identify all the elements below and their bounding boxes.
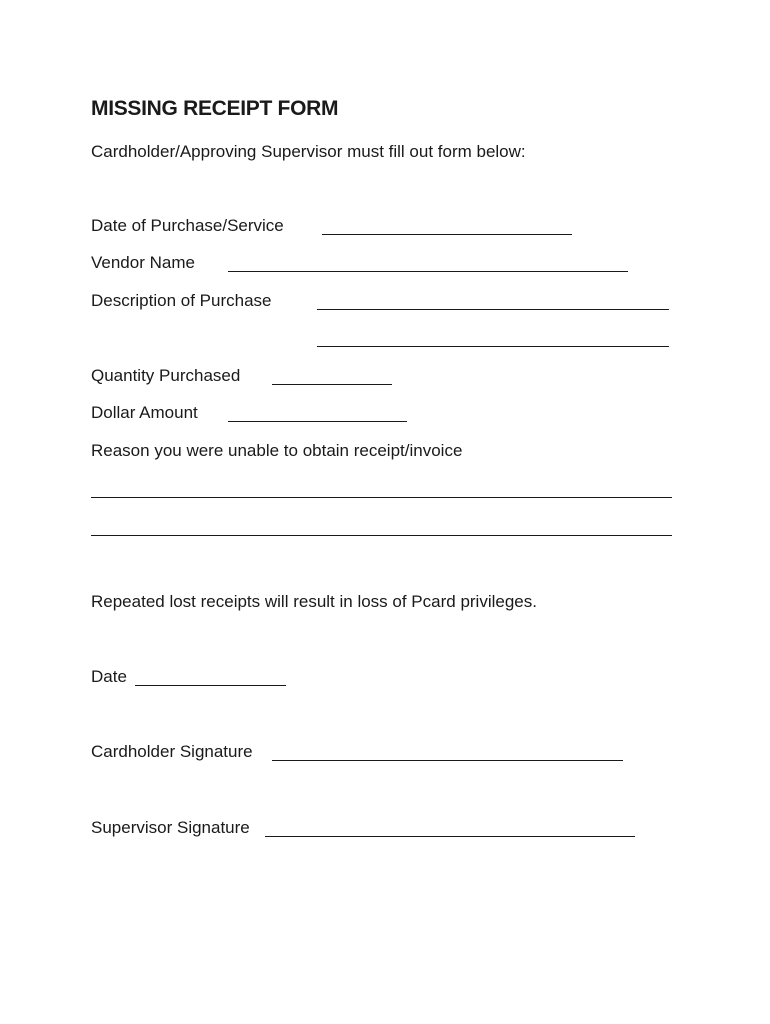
reason-blank-2[interactable]: [91, 535, 672, 536]
date-label: Date: [91, 667, 127, 686]
quantity-label: Quantity Purchased: [91, 366, 241, 385]
quantity-blank[interactable]: [272, 384, 392, 385]
form-title: MISSING RECEIPT FORM: [91, 97, 339, 120]
dollar-amount-blank[interactable]: [228, 421, 407, 422]
date-blank[interactable]: [135, 685, 286, 686]
reason-label: Reason you were unable to obtain receipt/invoice: [91, 441, 463, 460]
form-instructions: Cardholder/Approving Supervisor must fill out form below:: [91, 142, 526, 161]
dollar-amount-label: Dollar Amount: [91, 403, 198, 422]
date-of-purchase-blank[interactable]: [322, 234, 572, 235]
description-blank-2[interactable]: [317, 346, 669, 347]
description-label: Description of Purchase: [91, 291, 272, 310]
vendor-name-label: Vendor Name: [91, 253, 195, 272]
cardholder-signature-blank[interactable]: [272, 760, 623, 761]
vendor-name-blank[interactable]: [228, 271, 628, 272]
supervisor-signature-label: Supervisor Signature: [91, 818, 250, 837]
warning-text: Repeated lost receipts will result in loss of Pcard privileges.: [91, 592, 537, 611]
date-of-purchase-label: Date of Purchase/Service: [91, 216, 284, 235]
cardholder-signature-label: Cardholder Signature: [91, 742, 253, 761]
reason-blank-1[interactable]: [91, 497, 672, 498]
description-blank-1[interactable]: [317, 309, 669, 310]
supervisor-signature-blank[interactable]: [265, 836, 635, 837]
